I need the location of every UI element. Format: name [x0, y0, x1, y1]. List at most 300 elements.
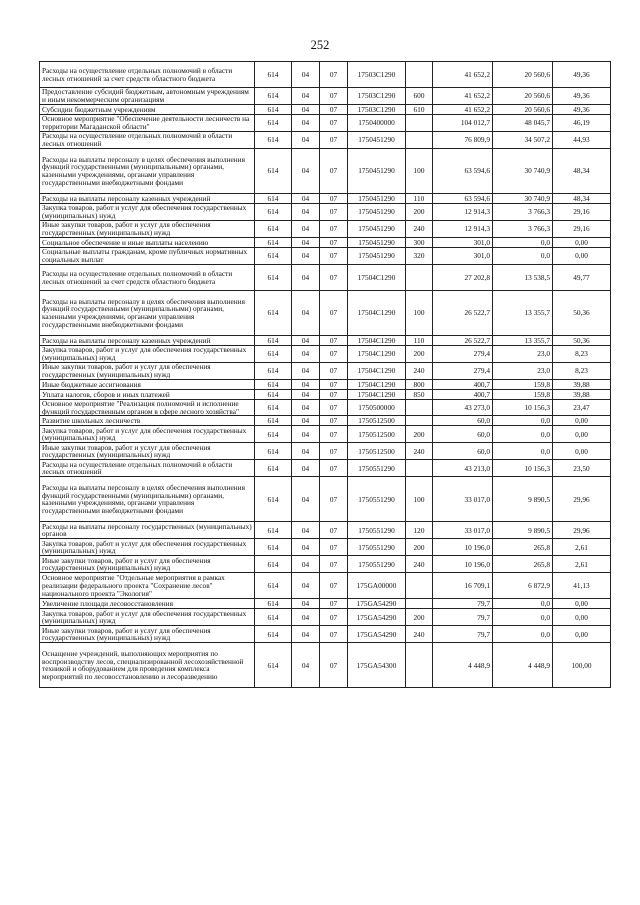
section-code-cell: 04	[292, 346, 320, 363]
table-row	[40, 522, 611, 539]
section-code-cell: 04	[292, 390, 320, 400]
ministry-code-cell: 614	[255, 346, 292, 363]
row-name-cell: Увеличение площади лесовосстановления	[40, 599, 255, 609]
table-row	[40, 194, 611, 204]
ministry-code-cell: 614	[255, 194, 292, 204]
table-row	[40, 556, 611, 573]
execution-percent-cell: 41,13	[553, 573, 611, 599]
target-article-cell: 17503С1290	[348, 88, 406, 105]
executed-amount-cell: 30 740,9	[493, 149, 553, 194]
table-row	[40, 400, 611, 416]
target-article-cell: 17503С1290	[348, 62, 406, 88]
section-code-cell: 04	[292, 539, 320, 556]
ministry-code-cell: 614	[255, 204, 292, 221]
expense-type-cell: 200	[406, 609, 433, 626]
row-name-cell: Расходы на осуществление отдельных полномочий в области лесных отношений за счет средств областного бюджета	[40, 62, 255, 88]
table-row	[40, 291, 611, 336]
target-article-cell: 17504С1290	[348, 390, 406, 400]
section-code-cell: 04	[292, 149, 320, 194]
execution-percent-cell: 49,77	[553, 265, 611, 291]
approved-amount-cell: 4 448,9	[433, 643, 493, 688]
subsection-code-cell: 07	[320, 609, 348, 626]
subsection-code-cell: 07	[320, 599, 348, 609]
section-code-cell: 04	[292, 336, 320, 346]
expense-type-cell: 200	[406, 426, 433, 443]
expense-type-cell: 100	[406, 149, 433, 194]
table-row	[40, 460, 611, 477]
expense-type-cell	[406, 416, 433, 426]
approved-amount-cell: 16 709,1	[433, 573, 493, 599]
execution-percent-cell: 0,00	[553, 238, 611, 248]
execution-percent-cell: 29,96	[553, 477, 611, 522]
ministry-code-cell: 614	[255, 573, 292, 599]
ministry-code-cell: 614	[255, 62, 292, 88]
subsection-code-cell: 07	[320, 539, 348, 556]
executed-amount-cell: 6 872,9	[493, 573, 553, 599]
approved-amount-cell: 12 914,3	[433, 204, 493, 221]
executed-amount-cell: 3 766,3	[493, 221, 553, 238]
execution-percent-cell: 0,00	[553, 626, 611, 643]
ministry-code-cell: 614	[255, 539, 292, 556]
expense-type-cell	[406, 62, 433, 88]
subsection-code-cell: 07	[320, 132, 348, 149]
row-name-cell: Иные закупки товаров, работ и услуг для обеспечения государственных (муниципальных) нужд	[40, 221, 255, 238]
executed-amount-cell: 0,0	[493, 626, 553, 643]
target-article-cell: 175GA00000	[348, 573, 406, 599]
target-article-cell: 1750451290	[348, 149, 406, 194]
section-code-cell: 04	[292, 380, 320, 390]
section-code-cell: 04	[292, 363, 320, 380]
ministry-code-cell: 614	[255, 291, 292, 336]
target-article-cell: 1750451290	[348, 248, 406, 265]
row-name-cell: Расходы на осуществление отдельных полномочий в области лесных отношений	[40, 460, 255, 477]
section-code-cell: 04	[292, 400, 320, 416]
subsection-code-cell: 07	[320, 336, 348, 346]
target-article-cell: 17504С1290	[348, 336, 406, 346]
executed-amount-cell: 0,0	[493, 609, 553, 626]
ministry-code-cell: 614	[255, 336, 292, 346]
ministry-code-cell: 614	[255, 88, 292, 105]
ministry-code-cell: 614	[255, 390, 292, 400]
execution-percent-cell: 23,50	[553, 460, 611, 477]
row-name-cell: Иные закупки товаров, работ и услуг для обеспечения государственных (муниципальных) нужд	[40, 626, 255, 643]
table-row	[40, 115, 611, 132]
expense-type-cell	[406, 643, 433, 688]
subsection-code-cell: 07	[320, 291, 348, 336]
row-name-cell: Закупка товаров, работ и услуг для обеспечения государственных (муниципальных) нужд	[40, 346, 255, 363]
table-row	[40, 626, 611, 643]
subsection-code-cell: 07	[320, 390, 348, 400]
ministry-code-cell: 614	[255, 426, 292, 443]
ministry-code-cell: 614	[255, 400, 292, 416]
ministry-code-cell: 614	[255, 265, 292, 291]
target-article-cell: 1750451290	[348, 194, 406, 204]
executed-amount-cell: 23,0	[493, 346, 553, 363]
execution-percent-cell: 50,36	[553, 291, 611, 336]
expense-type-cell: 110	[406, 194, 433, 204]
subsection-code-cell: 07	[320, 204, 348, 221]
section-code-cell: 04	[292, 115, 320, 132]
table-row	[40, 336, 611, 346]
expense-type-cell	[406, 265, 433, 291]
ministry-code-cell: 614	[255, 522, 292, 539]
row-name-cell: Расходы на выплаты персоналу в целях обеспечения выполнения функций государственными (муниципальными) органами, казенными учреждениями, органами управления государственными внебюджетными фондами	[40, 149, 255, 194]
ministry-code-cell: 614	[255, 105, 292, 115]
row-name-cell: Социальные выплаты гражданам, кроме публичных нормативных социальных выплат	[40, 248, 255, 265]
subsection-code-cell: 07	[320, 400, 348, 416]
page-number: 252	[310, 38, 330, 52]
expense-type-cell: 600	[406, 88, 433, 105]
expense-type-cell: 300	[406, 238, 433, 248]
execution-percent-cell: 0,00	[553, 609, 611, 626]
target-article-cell: 1750512500	[348, 416, 406, 426]
table-row	[40, 380, 611, 390]
executed-amount-cell: 13 355,7	[493, 291, 553, 336]
row-name-cell: Иные закупки товаров, работ и услуг для обеспечения государственных (муниципальных) нужд	[40, 443, 255, 460]
ministry-code-cell: 614	[255, 248, 292, 265]
approved-amount-cell: 104 012,7	[433, 115, 493, 132]
subsection-code-cell: 07	[320, 522, 348, 539]
execution-percent-cell: 50,36	[553, 336, 611, 346]
expense-type-cell: 240	[406, 626, 433, 643]
row-name-cell: Расходы на выплаты персоналу казенных учреждений	[40, 336, 255, 346]
table-row	[40, 390, 611, 400]
execution-percent-cell: 0,00	[553, 426, 611, 443]
row-name-cell: Основное мероприятие "Реализация полномочий и исполнение функций государственным органом в сфере лесного хозяйства"	[40, 400, 255, 416]
approved-amount-cell: 400,7	[433, 390, 493, 400]
execution-percent-cell: 44,93	[553, 132, 611, 149]
table-row	[40, 105, 611, 115]
section-code-cell: 04	[292, 643, 320, 688]
target-article-cell: 1750551290	[348, 539, 406, 556]
target-article-cell: 1750512500	[348, 426, 406, 443]
subsection-code-cell: 07	[320, 643, 348, 688]
target-article-cell: 17503С1290	[348, 105, 406, 115]
budget-table	[39, 61, 611, 688]
ministry-code-cell: 614	[255, 132, 292, 149]
target-article-cell: 1750400000	[348, 115, 406, 132]
executed-amount-cell: 4 448,9	[493, 643, 553, 688]
section-code-cell: 04	[292, 204, 320, 221]
ministry-code-cell: 614	[255, 238, 292, 248]
expense-type-cell: 200	[406, 539, 433, 556]
target-article-cell: 1750551290	[348, 477, 406, 522]
table-row	[40, 539, 611, 556]
executed-amount-cell: 34 507,2	[493, 132, 553, 149]
expense-type-cell: 240	[406, 443, 433, 460]
executed-amount-cell: 13 538,5	[493, 265, 553, 291]
subsection-code-cell: 07	[320, 88, 348, 105]
ministry-code-cell: 614	[255, 477, 292, 522]
row-name-cell: Закупка товаров, работ и услуг для обеспечения государственных (муниципальных) нужд	[40, 609, 255, 626]
table-row	[40, 599, 611, 609]
table-row	[40, 204, 611, 221]
subsection-code-cell: 07	[320, 556, 348, 573]
expense-type-cell: 850	[406, 390, 433, 400]
target-article-cell: 1750500000	[348, 400, 406, 416]
executed-amount-cell: 9 890,5	[493, 477, 553, 522]
expense-type-cell: 320	[406, 248, 433, 265]
table-row	[40, 88, 611, 105]
expense-type-cell: 610	[406, 105, 433, 115]
expense-type-cell	[406, 599, 433, 609]
expense-type-cell: 200	[406, 346, 433, 363]
row-name-cell: Иные закупки товаров, работ и услуг для обеспечения государственных (муниципальных) нужд	[40, 556, 255, 573]
executed-amount-cell: 265,8	[493, 556, 553, 573]
row-name-cell: Расходы на выплаты персоналу казенных учреждений	[40, 194, 255, 204]
execution-percent-cell: 23,47	[553, 400, 611, 416]
section-code-cell: 04	[292, 238, 320, 248]
row-name-cell: Расходы на осуществление отдельных полномочий в области лесных отношений	[40, 132, 255, 149]
table-row	[40, 443, 611, 460]
target-article-cell: 1750551290	[348, 522, 406, 539]
section-code-cell: 04	[292, 132, 320, 149]
target-article-cell: 1750451290	[348, 132, 406, 149]
ministry-code-cell: 614	[255, 460, 292, 477]
ministry-code-cell: 614	[255, 221, 292, 238]
section-code-cell: 04	[292, 609, 320, 626]
section-code-cell: 04	[292, 460, 320, 477]
expense-type-cell: 120	[406, 522, 433, 539]
expense-type-cell: 100	[406, 477, 433, 522]
approved-amount-cell: 27 202,8	[433, 265, 493, 291]
row-name-cell: Уплата налогов, сборов и иных платежей	[40, 390, 255, 400]
expense-type-cell: 200	[406, 204, 433, 221]
approved-amount-cell: 60,0	[433, 443, 493, 460]
expense-type-cell: 240	[406, 221, 433, 238]
row-name-cell: Закупка товаров, работ и услуг для обеспечения государственных (муниципальных) нужд	[40, 539, 255, 556]
subsection-code-cell: 07	[320, 105, 348, 115]
executed-amount-cell: 13 355,7	[493, 336, 553, 346]
expense-type-cell: 110	[406, 336, 433, 346]
section-code-cell: 04	[292, 626, 320, 643]
ministry-code-cell: 614	[255, 416, 292, 426]
approved-amount-cell: 63 594,6	[433, 194, 493, 204]
target-article-cell: 17504С1290	[348, 380, 406, 390]
execution-percent-cell: 49,36	[553, 62, 611, 88]
expense-type-cell: 800	[406, 380, 433, 390]
subsection-code-cell: 07	[320, 221, 348, 238]
approved-amount-cell: 33 017,0	[433, 522, 493, 539]
table-row	[40, 346, 611, 363]
execution-percent-cell: 48,34	[553, 149, 611, 194]
row-name-cell: Расходы на осуществление отдельных полномочий в области лесных отношений за счет средств областного бюджета	[40, 265, 255, 291]
target-article-cell: 175GA54290	[348, 626, 406, 643]
target-article-cell: 1750551290	[348, 556, 406, 573]
ministry-code-cell: 614	[255, 363, 292, 380]
ministry-code-cell: 614	[255, 115, 292, 132]
subsection-code-cell: 07	[320, 248, 348, 265]
table-row	[40, 609, 611, 626]
row-name-cell: Закупка товаров, работ и услуг для обеспечения государственных (муниципальных) нужд	[40, 426, 255, 443]
section-code-cell: 04	[292, 522, 320, 539]
target-article-cell: 17504С1290	[348, 265, 406, 291]
row-name-cell: Предоставление субсидий бюджетным, автономным учреждениям и иным некоммерческим организациям	[40, 88, 255, 105]
section-code-cell: 04	[292, 477, 320, 522]
approved-amount-cell: 33 017,0	[433, 477, 493, 522]
section-code-cell: 04	[292, 194, 320, 204]
table-row	[40, 132, 611, 149]
executed-amount-cell: 10 156,3	[493, 460, 553, 477]
section-code-cell: 04	[292, 599, 320, 609]
subsection-code-cell: 07	[320, 380, 348, 390]
table-row	[40, 477, 611, 522]
section-code-cell: 04	[292, 62, 320, 88]
approved-amount-cell: 41 652,2	[433, 88, 493, 105]
execution-percent-cell: 29,96	[553, 522, 611, 539]
row-name-cell: Расходы на выплаты персоналу в целях обеспечения выполнения функций государственными (муниципальными) органами, казенными учреждениями, органами управления государственными внебюджетными фондами	[40, 291, 255, 336]
section-code-cell: 04	[292, 573, 320, 599]
target-article-cell: 175GA54290	[348, 599, 406, 609]
subsection-code-cell: 07	[320, 626, 348, 643]
table-row	[40, 426, 611, 443]
execution-percent-cell: 8,23	[553, 363, 611, 380]
approved-amount-cell: 60,0	[433, 416, 493, 426]
ministry-code-cell: 614	[255, 626, 292, 643]
executed-amount-cell: 0,0	[493, 599, 553, 609]
expense-type-cell	[406, 132, 433, 149]
executed-amount-cell: 20 560,6	[493, 62, 553, 88]
expense-type-cell	[406, 115, 433, 132]
execution-percent-cell: 48,34	[553, 194, 611, 204]
executed-amount-cell: 0,0	[493, 248, 553, 265]
row-name-cell: Закупка товаров, работ и услуг для обеспечения государственных (муниципальных) нужд	[40, 204, 255, 221]
section-code-cell: 04	[292, 443, 320, 460]
table-row	[40, 238, 611, 248]
subsection-code-cell: 07	[320, 416, 348, 426]
executed-amount-cell: 0,0	[493, 443, 553, 460]
target-article-cell: 1750512500	[348, 443, 406, 460]
row-name-cell: Иные закупки товаров, работ и услуг для обеспечения государственных (муниципальных) нужд	[40, 363, 255, 380]
approved-amount-cell: 43 273,0	[433, 400, 493, 416]
ministry-code-cell: 614	[255, 443, 292, 460]
target-article-cell: 17504С1290	[348, 291, 406, 336]
table-row	[40, 573, 611, 599]
execution-percent-cell: 0,00	[553, 443, 611, 460]
approved-amount-cell: 79,7	[433, 609, 493, 626]
section-code-cell: 04	[292, 291, 320, 336]
subsection-code-cell: 07	[320, 443, 348, 460]
approved-amount-cell: 279,4	[433, 346, 493, 363]
execution-percent-cell: 49,36	[553, 105, 611, 115]
execution-percent-cell: 46,19	[553, 115, 611, 132]
section-code-cell: 04	[292, 248, 320, 265]
approved-amount-cell: 10 196,0	[433, 556, 493, 573]
section-code-cell: 04	[292, 88, 320, 105]
target-article-cell: 17504С1290	[348, 346, 406, 363]
table-row	[40, 62, 611, 88]
subsection-code-cell: 07	[320, 115, 348, 132]
row-name-cell: Развитие школьных лесничеств	[40, 416, 255, 426]
row-name-cell: Субсидии бюджетным учреждениям	[40, 105, 255, 115]
subsection-code-cell: 07	[320, 477, 348, 522]
approved-amount-cell: 41 652,2	[433, 105, 493, 115]
executed-amount-cell: 20 560,6	[493, 105, 553, 115]
table-row	[40, 149, 611, 194]
ministry-code-cell: 614	[255, 599, 292, 609]
subsection-code-cell: 07	[320, 346, 348, 363]
section-code-cell: 04	[292, 105, 320, 115]
target-article-cell: 1750451290	[348, 221, 406, 238]
approved-amount-cell: 26 522,7	[433, 291, 493, 336]
ministry-code-cell: 614	[255, 556, 292, 573]
execution-percent-cell: 29,16	[553, 204, 611, 221]
row-name-cell: Основное мероприятие "Отдельные мероприятия в рамках реализации федерального проекта "Сохранение лесов" национального проекта "Экология"	[40, 573, 255, 599]
table-row	[40, 416, 611, 426]
subsection-code-cell: 07	[320, 426, 348, 443]
expense-type-cell: 240	[406, 556, 433, 573]
approved-amount-cell: 12 914,3	[433, 221, 493, 238]
table-row	[40, 265, 611, 291]
executed-amount-cell: 48 045,7	[493, 115, 553, 132]
section-code-cell: 04	[292, 556, 320, 573]
approved-amount-cell: 79,7	[433, 599, 493, 609]
execution-percent-cell: 29,16	[553, 221, 611, 238]
target-article-cell: 1750551290	[348, 460, 406, 477]
row-name-cell: Основное мероприятие "Обеспечение деятельности лесничеств на территории Магаданской области"	[40, 115, 255, 132]
ministry-code-cell: 614	[255, 609, 292, 626]
approved-amount-cell: 301,0	[433, 248, 493, 265]
execution-percent-cell: 8,23	[553, 346, 611, 363]
approved-amount-cell: 26 522,7	[433, 336, 493, 346]
expense-type-cell: 100	[406, 291, 433, 336]
approved-amount-cell: 400,7	[433, 380, 493, 390]
expense-type-cell	[406, 573, 433, 599]
subsection-code-cell: 07	[320, 573, 348, 599]
target-article-cell: 1750451290	[348, 238, 406, 248]
subsection-code-cell: 07	[320, 62, 348, 88]
ministry-code-cell: 614	[255, 149, 292, 194]
approved-amount-cell: 79,7	[433, 626, 493, 643]
section-code-cell: 04	[292, 221, 320, 238]
execution-percent-cell: 0,00	[553, 599, 611, 609]
subsection-code-cell: 07	[320, 194, 348, 204]
target-article-cell: 17504С1290	[348, 363, 406, 380]
execution-percent-cell: 2,61	[553, 556, 611, 573]
approved-amount-cell: 43 213,0	[433, 460, 493, 477]
ministry-code-cell: 614	[255, 380, 292, 390]
ministry-code-cell: 614	[255, 643, 292, 688]
approved-amount-cell: 76 809,9	[433, 132, 493, 149]
approved-amount-cell: 10 196,0	[433, 539, 493, 556]
execution-percent-cell: 39,88	[553, 380, 611, 390]
subsection-code-cell: 07	[320, 149, 348, 194]
executed-amount-cell: 30 740,9	[493, 194, 553, 204]
approved-amount-cell: 279,4	[433, 363, 493, 380]
executed-amount-cell: 0,0	[493, 238, 553, 248]
subsection-code-cell: 07	[320, 460, 348, 477]
approved-amount-cell: 63 594,6	[433, 149, 493, 194]
execution-percent-cell: 2,61	[553, 539, 611, 556]
executed-amount-cell: 10 156,3	[493, 400, 553, 416]
table-row	[40, 248, 611, 265]
table-row	[40, 643, 611, 688]
section-code-cell: 04	[292, 265, 320, 291]
execution-percent-cell: 0,00	[553, 248, 611, 265]
table-body	[40, 62, 611, 688]
executed-amount-cell: 265,8	[493, 539, 553, 556]
execution-percent-cell: 39,88	[553, 390, 611, 400]
approved-amount-cell: 41 652,2	[433, 62, 493, 88]
executed-amount-cell: 20 560,6	[493, 88, 553, 105]
row-name-cell: Расходы на выплаты персоналу в целях обеспечения выполнения функций государственными (муниципальными) органами, казенными учреждениями, органами управления государственными внебюджетными фондами	[40, 477, 255, 522]
subsection-code-cell: 07	[320, 265, 348, 291]
expense-type-cell	[406, 460, 433, 477]
execution-percent-cell: 0,00	[553, 416, 611, 426]
table-row	[40, 363, 611, 380]
executed-amount-cell: 9 890,5	[493, 522, 553, 539]
section-code-cell: 04	[292, 426, 320, 443]
